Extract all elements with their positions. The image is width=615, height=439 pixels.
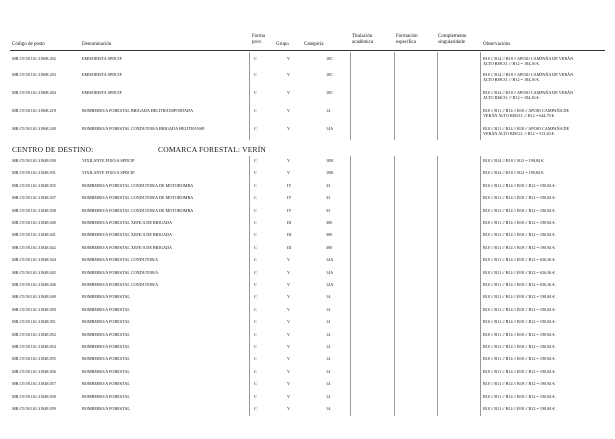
- cell-observacions: B10 // B11 // B14 // B18 // B12 = 190,84 €.: [483, 381, 556, 387]
- cell-forma-prov: C: [254, 393, 257, 399]
- cell-grupo: V: [287, 170, 291, 176]
- cell-denominacion: BOMBEIRO/A FORESTAL: [82, 393, 130, 399]
- cell-categoria: 14A: [326, 269, 334, 275]
- cell-categoria: 14: [326, 306, 331, 312]
- cell-denominacion: BOMBEIRO/A FORESTAL: [82, 406, 130, 411]
- cell-forma-prov: C: [254, 232, 257, 238]
- cell-forma-prov: C: [254, 282, 257, 287]
- cell-forma-prov: C: [254, 294, 257, 300]
- cell-categoria: 300: [326, 232, 333, 238]
- cell-grupo: V: [287, 319, 291, 325]
- cell-grupo: V: [287, 90, 291, 95]
- column-divider: [249, 156, 250, 416]
- cell-observacions: B10 // B11 // B14 // B18 // B12 = 190,84 €.: [483, 393, 556, 399]
- cell-denominacion: BOMBEIRO/A FORESTAL CONDUTOR/A DE MOTOBOMBA: [82, 195, 194, 201]
- cell-grupo: V: [287, 108, 291, 113]
- cell-observacions: ALTO RISCO. // B12 = 184,16 €.: [483, 61, 540, 66]
- cell-grupo: V: [287, 282, 291, 287]
- cell-forma-prov: C: [254, 170, 257, 176]
- cell-forma-prov: C: [254, 56, 257, 61]
- cell-code: MR.C9.58.161.31848.046: [12, 282, 56, 287]
- cell-forma-prov: C: [254, 158, 257, 163]
- header-observacions: Observacións: [483, 42, 511, 47]
- cell-denominacion: BOMBEIRO/A FORESTAL: [82, 381, 130, 387]
- column-divider: [394, 52, 395, 140]
- header-separator: [10, 50, 605, 51]
- cell-grupo: V: [287, 406, 291, 411]
- cell-grupo: V: [287, 344, 291, 349]
- cell-code: MR.C9.58.161.31848.057: [12, 381, 56, 387]
- cell-forma-prov: C: [254, 344, 257, 349]
- cell-grupo: V: [287, 56, 291, 61]
- cell-code: MR.C9.58.161.31868.202: [12, 56, 56, 61]
- cell-denominacion: BOMBEIRO/A FORESTAL CONDUTOR/A BRIGADA HELITRANSP.: [82, 126, 206, 131]
- cell-categoria: 14: [326, 294, 331, 300]
- header-formacion: Formación específica: [396, 34, 418, 45]
- cell-code: MR.C9.58.161.31848.035: [12, 182, 56, 188]
- cell-categoria: 14: [326, 108, 331, 113]
- cell-denominacion: VIXILANTE FIXO/A SPDCIF: [82, 158, 135, 163]
- cell-forma-prov: C: [254, 220, 257, 225]
- cell-forma-prov: C: [254, 356, 257, 362]
- cell-observacions: B10 // B14 // B18 // APOIO CAMPAÑA DE VERÁN: [483, 72, 574, 77]
- cell-observacions: B10 // B14 // B18 // APOIO CAMPAÑA DE VERÁN: [483, 90, 574, 95]
- cell-grupo: V: [287, 368, 291, 374]
- cell-categoria: 14: [326, 393, 331, 399]
- cell-code: MR.C9.58.161.31848.045: [12, 269, 56, 275]
- cell-denominacion: EMISORISTA SPDCIF: [82, 90, 122, 95]
- cell-grupo: V: [287, 381, 291, 387]
- cell-categoria: 14: [326, 319, 331, 325]
- cell-forma-prov: C: [254, 90, 257, 95]
- cell-observacions: VERÁN ALTO RISCO. // B12 = 644,70 €.: [483, 113, 555, 118]
- cell-code: MR.C9.58.161.31868.240: [12, 126, 56, 131]
- cell-forma-prov: C: [254, 319, 257, 325]
- cell-code: MR.C9.58.161.31848.050: [12, 306, 56, 312]
- cell-observacions: B10 // B11 // B14 // B18 // B12 = 190,84 €.: [483, 232, 556, 238]
- cell-grupo: III: [287, 232, 292, 238]
- cell-denominacion: BOMBEIRO/A FORESTAL: [82, 294, 130, 300]
- cell-categoria: 300: [326, 244, 333, 250]
- cell-code: MR.C9.58.161.31848.044: [12, 257, 56, 263]
- cell-categoria: 14: [326, 331, 331, 337]
- cell-observacions: B10 // B11 // B14 // B18 // B12 = 636,36 €.: [483, 269, 556, 275]
- cell-code: MR.C9.58.161.31848.056: [12, 368, 56, 374]
- header-denominacion: Denominación: [82, 42, 112, 47]
- cell-code: MR.C9.58.161.31848.042: [12, 244, 56, 250]
- cell-forma-prov: C: [254, 381, 257, 387]
- cell-forma-prov: C: [254, 207, 257, 213]
- cell-categoria: 14: [326, 356, 331, 362]
- cell-code: MR.C9.58.161.31868.218: [12, 108, 56, 113]
- header-titulacion: Titulación académica: [352, 34, 374, 45]
- cell-observacions: ALTO RISCO. // B12 = 184,16 €.: [483, 77, 540, 82]
- cell-observacions: B10 // B11 // B14 // B18 // B12 = 636,36 €.: [483, 257, 556, 263]
- cell-observacions: B10 // B11 // B14 // B18 // B12 = 190,84 €.: [483, 207, 556, 213]
- cell-forma-prov: C: [254, 244, 257, 250]
- cell-observacions: B10 // B11 // B14 // B18 // APOIO CAMPAÑA DE: [483, 108, 570, 113]
- cell-denominacion: BOMBEIRO/A FORESTAL XEFE/A DE BRIGADA: [82, 220, 173, 225]
- cell-categoria: 14A: [326, 282, 334, 287]
- cell-grupo: III: [287, 220, 292, 225]
- cell-code: MR.C9.58.161.31848.038: [12, 207, 56, 213]
- cell-denominacion: BOMBEIRO/A FORESTAL: [82, 368, 130, 374]
- header-forma-prov: Forma prov.: [252, 34, 266, 45]
- header-codigo: Código de posto: [12, 42, 45, 47]
- cell-categoria: 14: [326, 344, 331, 349]
- cell-code: MR.C9.58.161.31848.040: [12, 220, 56, 225]
- cell-grupo: V: [287, 126, 291, 131]
- cell-denominacion: BOMBEIRO/A FORESTAL XEFE/A DE BRIGADA: [82, 244, 173, 250]
- cell-observacions: B10 // B11 // B14 // B18 // B12 = 190,84 €.: [483, 306, 556, 312]
- cell-denominacion: EMISORISTA SPDCIF: [82, 72, 122, 77]
- cell-categoria: 14: [326, 406, 331, 411]
- cell-categoria: 33: [326, 207, 331, 213]
- cell-observacions: B10 // B11 // B14 // B18 // B12 = 190,84 €.: [483, 356, 556, 362]
- cell-denominacion: EMISORISTA SPDCIF: [82, 56, 122, 61]
- cell-grupo: III: [287, 244, 292, 250]
- cell-observacions: B10 // B11 // B14 // B18 // APOIO CAMPAÑA DE: [483, 126, 570, 131]
- column-divider: [480, 52, 481, 140]
- cell-observacions: B10 // B11 // B14 // B18 // B12 = 190,84 €.: [483, 368, 556, 374]
- cell-observacions: B10 // B11 // B14 // B18 // B12 = 190,84 €.: [483, 244, 556, 250]
- cell-code: MR.C9.58.161.31848.054: [12, 344, 56, 349]
- cell-categoria: 10C: [326, 90, 333, 95]
- cell-denominacion: BOMBEIRO/A FORESTAL XEFE/A DE BRIGADA: [82, 232, 173, 238]
- cell-observacions: B10 // B11 // B14 // B18 // B12 = 190,84 €.: [483, 294, 556, 300]
- cell-categoria: 300: [326, 220, 333, 225]
- column-divider: [394, 156, 395, 416]
- cell-denominacion: BOMBEIRO/A FORESTAL: [82, 331, 130, 337]
- column-divider: [350, 52, 351, 140]
- center-label: CENTRO DE DESTINO:: [12, 145, 94, 154]
- cell-forma-prov: C: [254, 72, 257, 77]
- cell-forma-prov: C: [254, 195, 257, 201]
- cell-forma-prov: C: [254, 257, 257, 263]
- cell-forma-prov: C: [254, 331, 257, 337]
- cell-code: MR.C9.58.161.31848.051: [12, 319, 56, 325]
- cell-categoria: 14A: [326, 126, 334, 131]
- cell-categoria: 14: [326, 381, 331, 387]
- cell-forma-prov: C: [254, 269, 257, 275]
- cell-code: MR.C9.58.161.31848.059: [12, 406, 56, 411]
- cell-forma-prov: C: [254, 406, 257, 411]
- cell-code: MR.C9.58.161.31848.055: [12, 356, 56, 362]
- cell-denominacion: BOMBEIRO/A FORESTAL: [82, 344, 130, 349]
- cell-categoria: 10B: [326, 170, 333, 176]
- cell-observacions: B10 // B11 // B14 // B18 // B12 = 190,84 €.: [483, 344, 556, 349]
- cell-observacions: B10 // B11 // B14 // B18 // B12 = 190,84 €.: [483, 406, 556, 411]
- cell-grupo: V: [287, 257, 291, 263]
- cell-code: MR.C9.58.161.31848.049: [12, 294, 56, 300]
- cell-grupo: IV: [287, 182, 292, 188]
- cell-categoria: 10B: [326, 158, 333, 163]
- cell-denominacion: BOMBEIRO/A FORESTAL CONDUTOR/A: [82, 257, 159, 263]
- cell-code: MR.C9.58.161.31848.030: [12, 158, 56, 163]
- cell-denominacion: BOMBEIRO/A FORESTAL CONDUTOR/A: [82, 282, 159, 287]
- cell-observacions: B10 // B14 // B18 // APOIO CAMPAÑA DE VERÁN: [483, 56, 574, 61]
- cell-grupo: V: [287, 331, 291, 337]
- cell-forma-prov: C: [254, 182, 257, 188]
- cell-forma-prov: C: [254, 368, 257, 374]
- cell-grupo: IV: [287, 207, 292, 213]
- cell-categoria: 10C: [326, 56, 333, 61]
- cell-code: MR.C9.58.161.31848.031: [12, 170, 56, 176]
- cell-observacions: B10 // B11 // B14 // B18 // B12 = 190,84 €.: [483, 182, 556, 188]
- cell-observacions: B10 // B11 // B14 // B18 // B12 = 636,36 €.: [483, 282, 556, 287]
- cell-code: MR.C9.58.161.31848.041: [12, 232, 56, 238]
- cell-categoria: 33: [326, 182, 331, 188]
- cell-grupo: V: [287, 306, 291, 312]
- cell-code: MR.C9.58.161.31848.058: [12, 393, 56, 399]
- cell-denominacion: BOMBEIRO/A FORESTAL CONDUTOR/A DE MOTOBOMBA: [82, 207, 194, 213]
- column-divider: [437, 52, 438, 140]
- cell-grupo: V: [287, 294, 291, 300]
- cell-observacions: B10 // B14 // B18 // B12 = 190,84 €.: [483, 158, 545, 163]
- cell-denominacion: BOMBEIRO/A FORESTAL: [82, 306, 130, 312]
- cell-denominacion: BOMBEIRO/A FORESTAL CONDUTOR/A DE MOTOBOMBA: [82, 182, 194, 188]
- center-name: COMARCA FORESTAL: VERÍN: [158, 145, 267, 154]
- column-divider: [480, 156, 481, 416]
- cell-code: MR.C9.58.161.31868.204: [12, 90, 56, 95]
- cell-grupo: V: [287, 269, 291, 275]
- cell-observacions: B10 // B11 // B14 // B18 // B12 = 190,84 €.: [483, 319, 556, 325]
- cell-observacions: B10 // B14 // B18 // B12 = 190,84 €.: [483, 170, 545, 176]
- cell-grupo: V: [287, 356, 291, 362]
- cell-code: MR.C9.58.161.31868.203: [12, 72, 56, 77]
- column-divider: [350, 156, 351, 416]
- cell-observacions: B10 // B11 // B14 // B18 // B12 = 190,84 €.: [483, 331, 556, 337]
- cell-grupo: V: [287, 72, 291, 77]
- cell-denominacion: VIXILANTE FIXO/A SPDCIF: [82, 170, 135, 176]
- cell-observacions: B10 // B11 // B14 // B18 // B12 = 190,84 €.: [483, 220, 556, 225]
- cell-observacions: B10 // B11 // B14 // B18 // B12 = 190,84 €.: [483, 195, 556, 201]
- cell-denominacion: BOMBEIRO/A FORESTAL: [82, 356, 130, 362]
- cell-forma-prov: C: [254, 126, 257, 131]
- column-divider: [437, 156, 438, 416]
- column-divider: [249, 52, 250, 140]
- cell-forma-prov: C: [254, 306, 257, 312]
- cell-denominacion: BOMBEIRO/A FORESTAL BRIGADA HELITRANSPORTADA: [82, 108, 194, 113]
- cell-grupo: V: [287, 393, 291, 399]
- cell-grupo: IV: [287, 195, 292, 201]
- cell-observacions: VERÁN ALTO RISCO. // B12 = 511,20 €.: [483, 131, 555, 136]
- cell-categoria: 14A: [326, 257, 334, 263]
- cell-categoria: 33: [326, 195, 331, 201]
- cell-denominacion: BOMBEIRO/A FORESTAL: [82, 319, 130, 325]
- cell-forma-prov: C: [254, 108, 257, 113]
- header-complemento: Complemento singularidade: [438, 34, 467, 45]
- cell-grupo: V: [287, 158, 291, 163]
- cell-categoria: 14: [326, 368, 331, 374]
- cell-code: MR.C9.58.161.31848.052: [12, 331, 56, 337]
- cell-observacions: ALTO RISCO. // B12 = 184,16 €.: [483, 95, 540, 100]
- header-grupo: Grupo: [276, 42, 289, 47]
- header-categoria: Categoría: [304, 42, 324, 47]
- cell-code: MR.C9.58.161.31848.037: [12, 195, 56, 201]
- cell-categoria: 10C: [326, 72, 333, 77]
- cell-denominacion: BOMBEIRO/A FORESTAL CONDUTOR/A: [82, 269, 159, 275]
